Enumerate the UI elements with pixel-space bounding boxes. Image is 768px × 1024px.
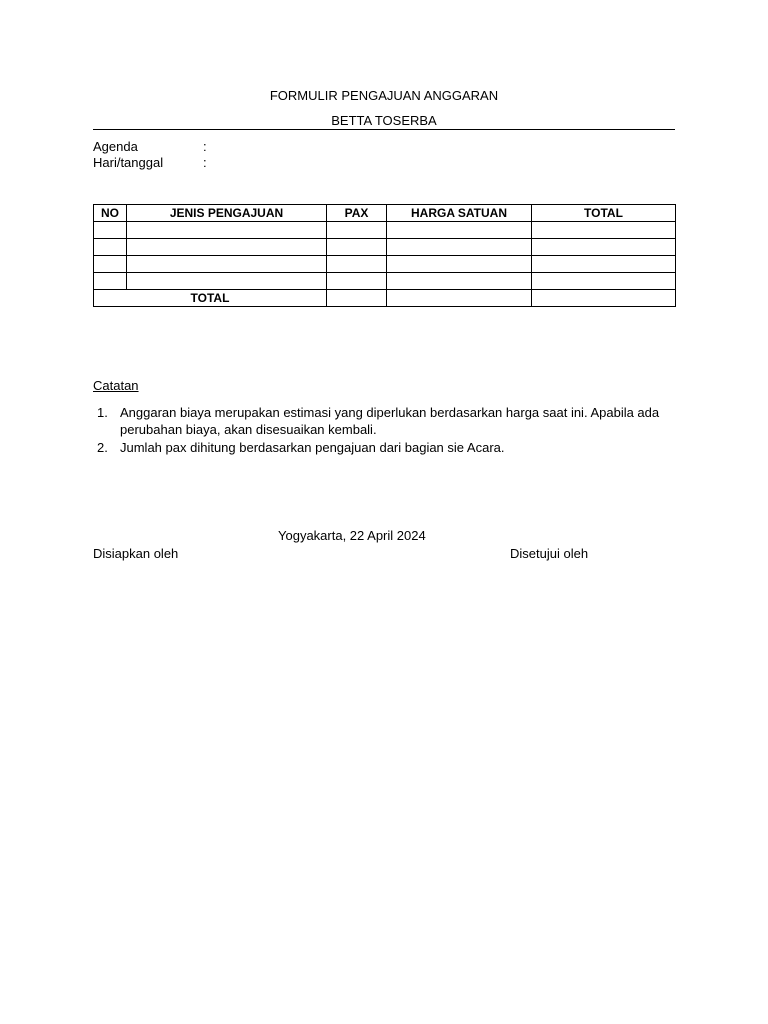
table-cell[interactable] [532, 239, 676, 256]
prepared-by-label: Disiapkan oleh [93, 546, 179, 561]
place-date: Yogyakarta, 22 April 2024 [278, 528, 426, 543]
note-number: 1. [97, 405, 108, 420]
table-cell[interactable] [387, 256, 532, 273]
date-colon: : [203, 155, 207, 170]
table-cell[interactable] [127, 239, 327, 256]
agenda-colon: : [203, 139, 207, 154]
note-text: Anggaran biaya merupakan estimasi yang diperlukan berdasarkan harga saat ini. Apabila ada perubahan biaya, akan disesuaikan kembali. [120, 405, 660, 437]
table-cell[interactable] [327, 256, 387, 273]
table-row [94, 256, 676, 273]
total-label: TOTAL [94, 290, 327, 307]
table-cell[interactable] [94, 256, 127, 273]
table-cell[interactable] [387, 273, 532, 290]
table-cell[interactable] [127, 222, 327, 239]
table-row [94, 273, 676, 290]
note-text: Jumlah pax dihitung berdasarkan pengajuan dari bagian sie Acara. [120, 440, 505, 455]
table-cell[interactable] [327, 222, 387, 239]
table-cell[interactable] [387, 222, 532, 239]
table-cell[interactable] [532, 256, 676, 273]
table-cell[interactable] [327, 239, 387, 256]
budget-table [93, 204, 676, 307]
table-cell[interactable] [387, 239, 532, 256]
table-row [94, 222, 676, 239]
header-no: NO [94, 205, 127, 222]
date-label: Hari/tanggal [93, 155, 164, 170]
list-item [93, 439, 663, 456]
table-cell[interactable] [94, 239, 127, 256]
agenda-label: Agenda [93, 139, 138, 154]
total-value-cell[interactable] [532, 290, 676, 307]
header-pax: PAX [327, 205, 387, 222]
header-harga-satuan: HARGA SATUAN [387, 205, 532, 222]
table-cell[interactable] [94, 273, 127, 290]
header-jenis-pengajuan: JENIS PENGAJUAN [127, 205, 327, 222]
table-cell[interactable] [327, 273, 387, 290]
approved-by-label: Disetujui oleh [510, 546, 589, 561]
notes-list [93, 404, 663, 457]
table-cell[interactable] [94, 222, 127, 239]
list-item [93, 404, 663, 438]
table-row [94, 239, 676, 256]
table-total-row [94, 290, 676, 307]
notes-heading: Catatan [93, 378, 139, 393]
table-header-row [94, 205, 676, 222]
document-title: FORMULIR PENGAJUAN ANGGARAN [269, 88, 499, 103]
table-cell[interactable] [127, 256, 327, 273]
note-number: 2. [97, 440, 108, 455]
total-harga-cell[interactable] [387, 290, 532, 307]
document-subtitle: BETTA TOSERBA [331, 113, 437, 128]
header-total: TOTAL [532, 205, 676, 222]
table-cell[interactable] [532, 273, 676, 290]
header-divider [93, 129, 675, 130]
table-cell[interactable] [127, 273, 327, 290]
table-cell[interactable] [532, 222, 676, 239]
total-pax-cell[interactable] [327, 290, 387, 307]
